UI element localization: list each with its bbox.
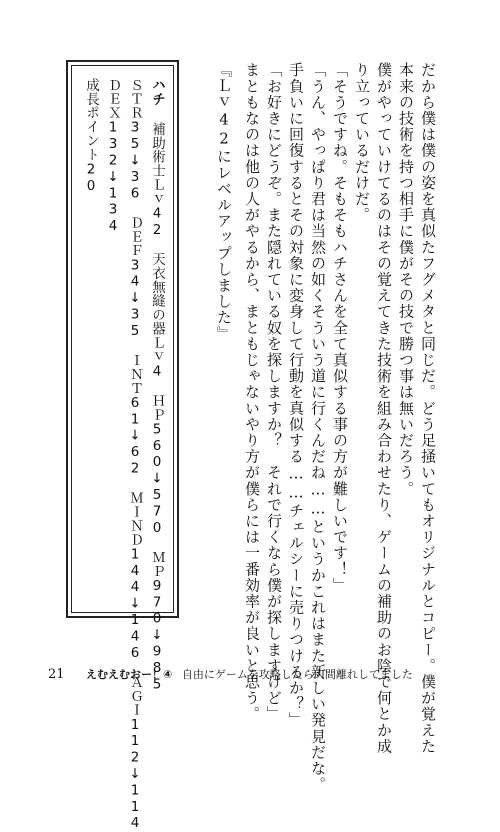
status-line-2: ＳＴＲ35↓36 ＤＥＦ34↓35 ＩＮＴ61↓62 ＭＩＮＤ144↓146 ＡＧＩ112↓114 xyxy=(127,78,143,832)
page-number: 21 xyxy=(48,667,65,682)
body-line-7: 手負いに回復するとその対象に変身して行動を真似する……チェルシーに売りつけるか？」 xyxy=(287,62,305,729)
page-footer xyxy=(48,666,413,682)
status-line-4: 成長ポイント20 xyxy=(83,78,99,195)
status-line-1: 補助術士Ｌｖ42 天衣無縫の器Ｌｖ4 ＨＰ560↓570 ＭＰ970↓985 xyxy=(149,122,165,693)
status-line-3: ＤＥＸ132↓134 xyxy=(105,78,121,235)
book-title: えむえむおー！④ xyxy=(86,668,173,681)
body-line-2: 本来の技術を持つ相手に僕がその技で勝つ事は無いだろう。 xyxy=(397,62,415,497)
body-line-1: だから僕は僕の姿を真似たフグメタと同じだ。どう足掻いてもオリジナルとコピー。僕が覚えた xyxy=(419,62,437,755)
body-line-4: り立っているだけだ。 xyxy=(353,62,371,223)
book-subtitle: 自由にゲームを攻略したら人間離れしてました xyxy=(181,668,413,681)
body-line-5: 「そうですね。そもそもハチさんを全て真似する事の方が難しいです！」 xyxy=(331,62,349,594)
status-name-and-stats xyxy=(148,78,166,106)
body-line-8: 「お好きにどうぞ。また隠れている奴を探しますか？ それで行くなら僕が探しますけど」 xyxy=(265,62,283,723)
body-line-3: 僕がやっていけてるのはその覚えてきた技術を組み合わせたり、ゲームの補助のお陰で何とか成 xyxy=(375,62,393,755)
body-line-10: 『Ｌｖ42にレベルアップしました』 xyxy=(215,62,233,342)
body-line-9: まともなのは他の人がやるから、まともじゃないやり方が僕らには一番効率が良いと思う。 xyxy=(243,62,261,723)
body-line-6: 「うん、やっぱり君は当然の如くそういう道に行くんだね……というかこれはまた新しい発見だな。 xyxy=(309,62,327,793)
status-character-name: ハチ xyxy=(149,78,165,106)
